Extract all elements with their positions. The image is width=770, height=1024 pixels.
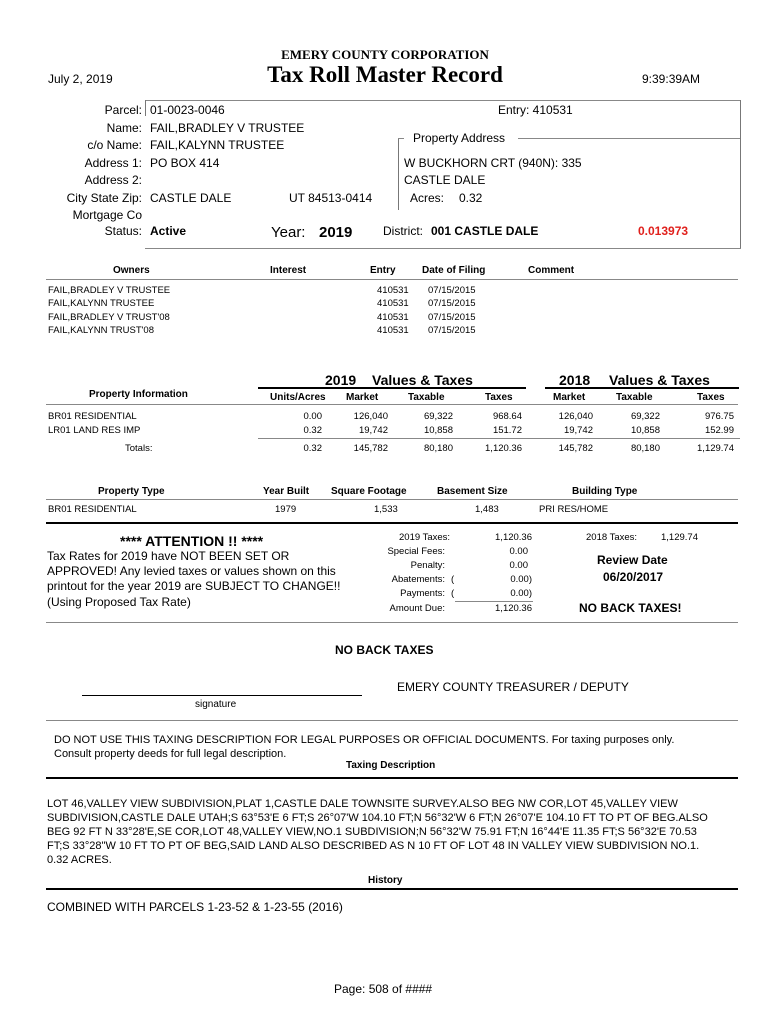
signature-label: signature — [195, 699, 237, 710]
treasurer-label: EMERY COUNTY TREASURER / DEPUTY — [397, 680, 629, 694]
history-rule — [46, 888, 738, 890]
comment-header: Comment — [528, 265, 575, 276]
building-type-value: PRI RES/HOME — [539, 504, 609, 515]
review-date-value: 06/20/2017 — [603, 570, 664, 584]
parcel-label: Parcel: — [104, 103, 142, 117]
units-header: Units/Acres — [270, 392, 326, 403]
district-value: 001 CASTLE DALE — [431, 224, 539, 238]
address-box-left — [398, 138, 399, 210]
year-built-header: Year Built — [263, 486, 310, 497]
taxes-2018-value: 976.75 — [704, 411, 734, 422]
values-year-2018: 2018 — [559, 372, 591, 388]
basement-size-value: 1,483 — [475, 504, 499, 515]
taxing-description-label: Taxing Description — [346, 760, 436, 771]
prop-info-header: Property Information — [89, 389, 188, 400]
history-text: COMBINED WITH PARCELS 1-23-52 & 1-23-55 (2016) — [47, 900, 343, 914]
mortgage-label: Mortgage Co — [72, 208, 142, 222]
review-date-label: Review Date — [597, 553, 668, 567]
market-2018-value: 19,742 — [563, 425, 593, 436]
disclaimer-top-rule — [46, 720, 738, 721]
interest-header: Interest — [270, 265, 307, 276]
status-value: Active — [150, 224, 187, 238]
property-address-line2: CASTLE DALE — [404, 173, 486, 187]
market-2018-header: Market — [553, 392, 586, 403]
taxable-2018-header: Taxable — [616, 392, 653, 403]
taxable-value: 69,322 — [423, 411, 453, 422]
values-2019-underline — [258, 387, 526, 389]
owner-date: 07/15/2015 — [428, 312, 476, 323]
box-top-line — [145, 100, 741, 101]
values-2018-underline — [545, 387, 739, 389]
owner-entry: 410531 — [377, 298, 409, 309]
summary-bottom-rule — [46, 622, 738, 623]
property-address-line1: W BUCKHORN CRT (940N): 335 — [404, 156, 582, 170]
market-header: Market — [346, 392, 379, 403]
tax-rate: 0.013973 — [638, 224, 689, 238]
abatements-value: 0.00) — [510, 574, 532, 585]
taxes-total: 1,120.36 — [485, 443, 522, 454]
market-2018-total: 145,782 — [558, 443, 593, 454]
signature-line — [82, 695, 362, 696]
acres-value: 0.32 — [459, 191, 483, 205]
payments-value: 0.00) — [510, 588, 532, 599]
basement-size-header: Basement Size — [437, 486, 508, 497]
market-value: 19,742 — [358, 425, 388, 436]
attention-line: Tax Rates for 2019 have NOT BEEN SET OR — [47, 549, 290, 563]
owner-name: FAIL,BRADLEY V TRUSTEE — [48, 285, 171, 296]
owners-header-rule — [46, 279, 738, 280]
taxable-2018-value: 10,858 — [630, 425, 660, 436]
penalty-label: Penalty: — [410, 560, 445, 571]
amount-due-value: 1,120.36 — [495, 603, 532, 614]
address1-value: PO BOX 414 — [150, 156, 220, 170]
entry-number: Entry: 410531 — [498, 103, 573, 117]
page-number: Page: 508 of #### — [334, 982, 433, 996]
co-name-value: FAIL,KALYNN TRUSTEE — [150, 138, 285, 152]
special-fees-label: Special Fees: — [387, 546, 445, 557]
owner-name: FAIL,KALYNN TRUST'08 — [48, 325, 154, 336]
taxes-value: 968.64 — [492, 411, 522, 422]
disclaimer: DO NOT USE THIS TAXING DESCRIPTION FOR LEGAL PURPOSES OR OFFICIAL DOCUMENTS. For taxing purposes only. Consult property deeds for full legal description. — [54, 734, 675, 760]
units-value: 0.32 — [303, 425, 322, 436]
date-filing-header: Date of Filing — [422, 265, 486, 276]
values-year-2019: 2019 — [325, 372, 357, 388]
penalty-value: 0.00 — [509, 560, 528, 571]
owner-entry: 410531 — [377, 312, 409, 323]
taxable-2018-value: 69,322 — [630, 411, 660, 422]
company-name: EMERY COUNTY CORPORATION — [281, 47, 489, 62]
attention-line: APPROVED! Any levied taxes or values shown on this — [47, 564, 336, 578]
taxable-header: Taxable — [408, 392, 445, 403]
totals-rule — [258, 438, 740, 439]
owner-date: 07/15/2015 — [428, 325, 476, 336]
taxing-description-rule — [46, 777, 738, 779]
building-bottom-rule — [46, 522, 738, 524]
building-property-type: BR01 RESIDENTIAL — [48, 504, 137, 515]
address1-label: Address 1: — [84, 156, 142, 170]
square-footage-header: Square Footage — [331, 486, 407, 497]
taxes-2019-value: 1,120.36 — [495, 532, 532, 543]
property-address-label: Property Address — [413, 131, 506, 145]
market-total: 145,782 — [353, 443, 388, 454]
state-zip-value: UT 84513-0414 — [289, 191, 373, 205]
taxable-value: 10,858 — [423, 425, 453, 436]
year-label: Year: — [271, 224, 306, 241]
building-header-rule — [46, 499, 738, 500]
units-total: 0.32 — [303, 443, 322, 454]
taxes-2018-summary-label: 2018 Taxes: — [586, 532, 638, 543]
no-back-taxes: NO BACK TAXES — [335, 643, 434, 657]
taxes-2018-value: 152.99 — [704, 425, 734, 436]
units-value: 0.00 — [303, 411, 322, 422]
district-label: District: — [383, 224, 423, 238]
co-name-label: c/o Name: — [87, 138, 142, 152]
city-value: CASTLE DALE — [150, 191, 232, 205]
address-box-top-left — [398, 138, 404, 139]
parcel-value: 01-0023-0046 — [150, 103, 225, 117]
status-label: Status: — [104, 224, 142, 238]
payments-paren: ( — [451, 588, 455, 599]
report-time: 9:39:39AM — [642, 72, 701, 86]
building-type-header: Building Type — [572, 486, 638, 497]
taxes-2018-header: Taxes — [697, 392, 725, 403]
special-fees-value: 0.00 — [509, 546, 528, 557]
values-taxes-2019-title: Values & Taxes — [372, 372, 473, 388]
acres-label: Acres: — [410, 191, 445, 205]
amount-due-rule — [455, 601, 533, 602]
box-bottom-line — [145, 248, 741, 249]
taxes-2019-label: 2019 Taxes: — [399, 532, 451, 543]
city-state-zip-label: City State Zip: — [66, 191, 142, 205]
property-class: LR01 LAND RES IMP — [48, 425, 141, 436]
attention-title: **** ATTENTION !! **** — [120, 533, 264, 549]
abatements-paren: ( — [451, 574, 455, 585]
square-footage-value: 1,533 — [374, 504, 398, 515]
name-label: Name: — [106, 121, 142, 135]
owner-date: 07/15/2015 — [428, 298, 476, 309]
name-value: FAIL,BRADLEY V TRUSTEE — [150, 121, 305, 135]
history-label: History — [368, 875, 403, 886]
market-2018-value: 126,040 — [558, 411, 593, 422]
year-built-value: 1979 — [275, 504, 297, 515]
report-date: July 2, 2019 — [48, 72, 113, 86]
property-class: BR01 RESIDENTIAL — [48, 411, 137, 422]
taxing-description-text: LOT 46,VALLEY VIEW SUBDIVISION,PLAT 1,CASTLE DALE TOWNSITE SURVEY.ALSO BEG NW COR,LOT 45,VALLEY VIEW SUBDIVISION,CASTLE DALE UTAH;S 63°53'E 6 FT;S 26°07'W 104.10 FT;N 56°32'W 6 FT;N 26°07'E 104.10 FT TO PT OF BEG.ALSO BEG 92 FT N 33°28'E,SE COR,LOT 48,VALLEY VIEW,NO.1 SUBDIVISION;N 56°32'W 75.91 FT;N 16°44'E 11.35 FT;S 56°32'E 70.53 FT;S 33°28"W 10 FT TO PT OF BEG,SAID LAND ALSO DESCRIBED AS N 10 FT OF LOT 48 IN VALLEY VIEW SUBDIVISION NO.1. 0.32 ACRES. — [47, 798, 708, 866]
entry-header: Entry — [370, 265, 396, 276]
box-left-tick — [145, 100, 146, 116]
no-back-taxes-flag: NO BACK TAXES! — [579, 601, 682, 615]
page-title: Tax Roll Master Record — [267, 62, 503, 87]
payments-label: Payments: — [400, 588, 445, 599]
owner-name: FAIL,KALYNN TRUSTEE — [48, 298, 155, 309]
owner-entry: 410531 — [377, 285, 409, 296]
taxes-header: Taxes — [485, 392, 513, 403]
taxes-2018-total: 1,129.74 — [697, 443, 734, 454]
owner-entry: 410531 — [377, 325, 409, 336]
address2-label: Address 2: — [84, 173, 142, 187]
amount-due-label: Amount Due: — [389, 603, 445, 614]
attention-line: (Using Proposed Tax Rate) — [47, 595, 191, 609]
attention-line: printout for the year 2019 are SUBJECT TO CHANGE!! — [47, 579, 341, 593]
property-type-header: Property Type — [98, 486, 165, 497]
owner-date: 07/15/2015 — [428, 285, 476, 296]
box-right-line — [740, 100, 741, 249]
taxable-total: 80,180 — [423, 443, 453, 454]
taxes-2018-summary-value: 1,129.74 — [661, 532, 698, 543]
totals-label: Totals: — [125, 443, 153, 454]
year-value: 2019 — [319, 224, 353, 241]
owners-header: Owners — [113, 265, 150, 276]
taxes-value: 151.72 — [492, 425, 522, 436]
values-taxes-2018-title: Values & Taxes — [609, 372, 710, 388]
taxable-2018-total: 80,180 — [630, 443, 660, 454]
owner-name: FAIL,BRADLEY V TRUST'08 — [48, 312, 170, 323]
values-header-rule — [46, 404, 738, 405]
address-box-top-right — [518, 138, 740, 139]
market-value: 126,040 — [353, 411, 388, 422]
abatements-label: Abatements: — [391, 574, 445, 585]
